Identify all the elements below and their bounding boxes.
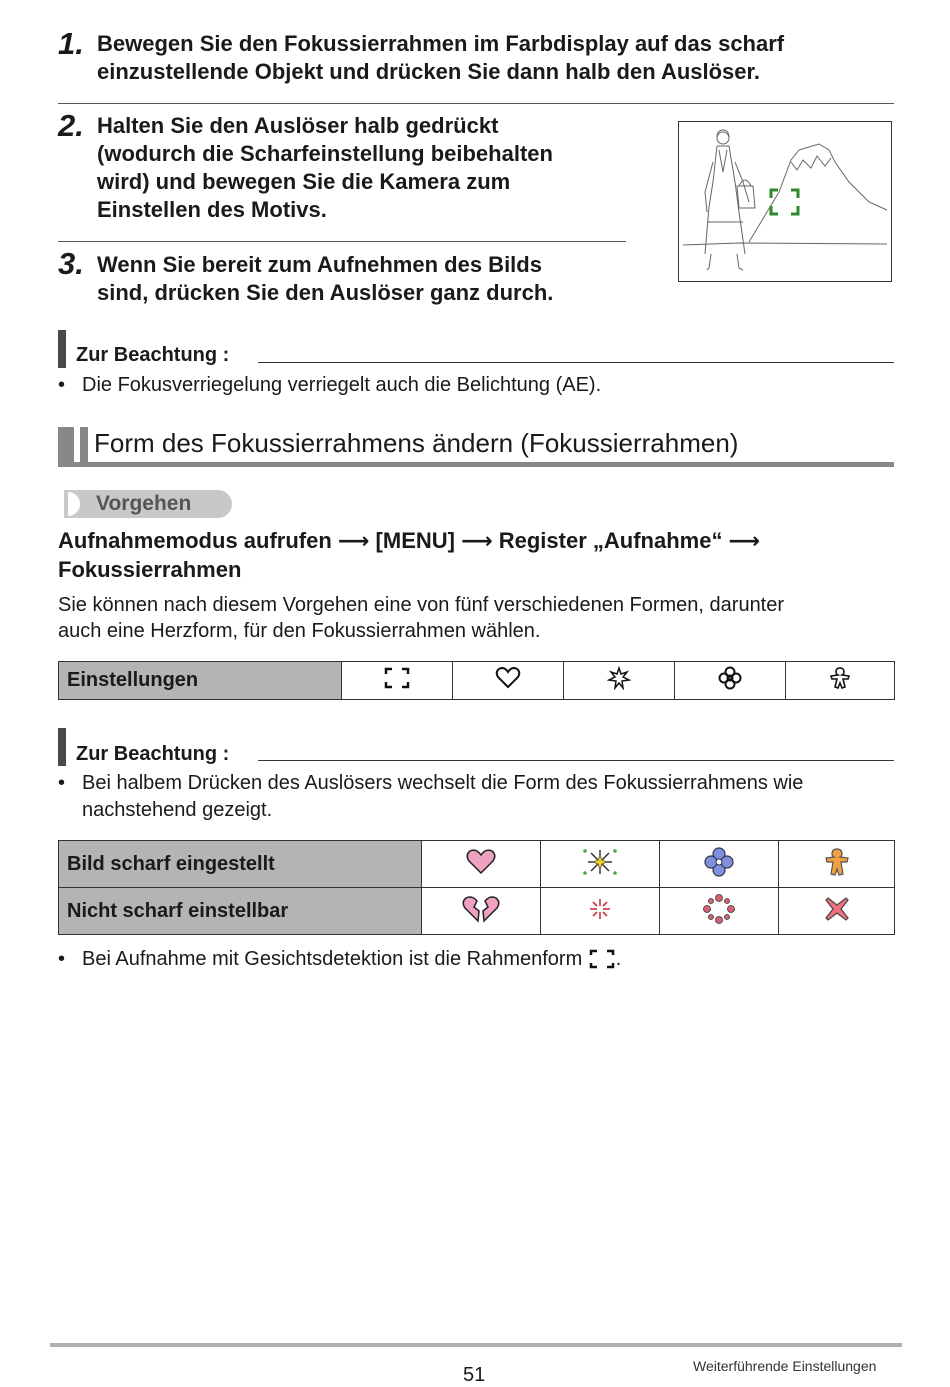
step-2-line: (wodurch die Scharfeinstellung beibehalten [97,141,553,166]
step-3-line: sind, drücken Sie den Auslöser ganz durch. [97,280,554,305]
orange-gingerbread-icon [823,847,851,877]
bullet-dot-icon: • [58,772,66,794]
section-description [58,592,784,644]
pink-heart-icon [466,849,496,875]
note-bullet-text: Die Fokusverriegelung verriegelt auch die Belichtung (AE). [82,374,602,396]
sparkle-color-icon [580,846,620,878]
menu-path-line: Aufnahmemodus aufrufen ⟶ [MENU] ⟶ Register „Aufnahme“ ⟶ [58,528,761,553]
state-icon-cell [541,888,660,935]
blue-flower-icon [704,847,734,877]
divider [58,103,894,104]
section-marker [80,427,88,463]
footer-rule [50,1343,902,1347]
menu-path-line: Fokussierrahmen [58,557,242,582]
focus-state-table [58,840,895,935]
red-x-icon [824,896,850,922]
step-3-line: Wenn Sie bereit zum Aufnehmen des Bilds [97,252,542,277]
face-note-label: Bei Aufnahme mit Gesichtsdetektion ist die Rahmenform [82,948,583,970]
note-marker [58,728,66,766]
face-detection-note [58,946,908,974]
step-1-line: einzustellende Objekt und drücken Sie dann halb den Auslöser. [97,59,760,84]
section-marker [58,427,74,463]
note-marker [58,330,66,368]
note-title: Zur Beachtung : [76,743,230,765]
procedure-label: Vorgehen [96,492,192,515]
description-line: auch eine Herzform, für den Fokussierrahmen wählen. [58,620,541,642]
step-1-number: 1. [58,26,84,61]
table-row [59,888,895,935]
state-icon-cell [422,841,541,888]
state-icon-cell [779,841,895,888]
sparkle-outline-icon [607,666,631,690]
step-2-text [97,112,553,224]
note-bullet-text: nachstehend gezeigt. [82,799,273,821]
setting-option[interactable] [564,662,675,700]
state-icon-cell [422,888,541,935]
note-bullet [58,372,908,400]
bracket-frame-icon [383,667,411,689]
composition-illustration [678,121,892,282]
state-icon-cell [660,841,779,888]
settings-header: Einstellungen [59,662,342,700]
setting-option[interactable] [342,662,453,700]
state-icon-cell [660,888,779,935]
section-title: Form des Fokussierrahmens ändern (Fokussierrahmen) [94,428,739,458]
row-label: Bild scharf eingestellt [59,841,422,888]
step-1-text [97,30,784,86]
setting-option[interactable] [453,662,564,700]
step-2-line: wird) und bewegen Sie die Kamera zum [97,169,511,194]
flower-outline-icon [717,666,743,690]
note-title: Zur Beachtung : [76,344,230,366]
step-3-number: 3. [58,246,84,281]
note-rule [258,760,894,761]
step-1-line: Bewegen Sie den Fokussierrahmen im Farbdisplay auf das scharf [97,31,785,56]
note-bullet-text: Bei halbem Drücken des Auslösers wechselt die Form des Fokussierrahmens wie [82,772,804,794]
state-icon-cell [541,841,660,888]
procedure-badge [58,490,232,518]
gingerbread-outline-icon [828,666,852,690]
settings-table [58,661,895,700]
scattered-flower-icon [702,893,736,925]
state-icon-cell [779,888,895,935]
heart-outline-icon [495,667,521,689]
face-note-period: . [615,948,622,970]
page-number: 51 [463,1364,486,1386]
step-2-line: Halten Sie den Auslöser halb gedrückt [97,113,499,138]
note-bullet [58,770,908,824]
face-note-text [82,946,621,973]
footer-section-label: Weiterführende Einstellungen [693,1358,877,1374]
bracket-frame-icon [588,949,616,969]
section-underline [58,462,894,467]
step-2-line: Einstellen des Motivs. [97,197,327,222]
bullet-dot-icon: • [58,948,66,970]
step-2-number: 2. [58,108,84,143]
setting-option[interactable] [786,662,895,700]
note-rule [258,362,894,363]
bullet-dot-icon: • [58,374,66,396]
description-line: Sie können nach diesem Vorgehen eine von fünf verschiedenen Formen, darunter [58,594,785,616]
divider [58,241,626,242]
menu-path [58,526,760,584]
broken-heart-icon [461,895,501,923]
small-red-sparkle-icon [586,895,614,923]
row-label: Nicht scharf einstellbar [59,888,422,935]
step-3-text [97,251,553,307]
setting-option[interactable] [675,662,786,700]
table-row [59,841,895,888]
woman-mountain-illustration [679,122,891,281]
